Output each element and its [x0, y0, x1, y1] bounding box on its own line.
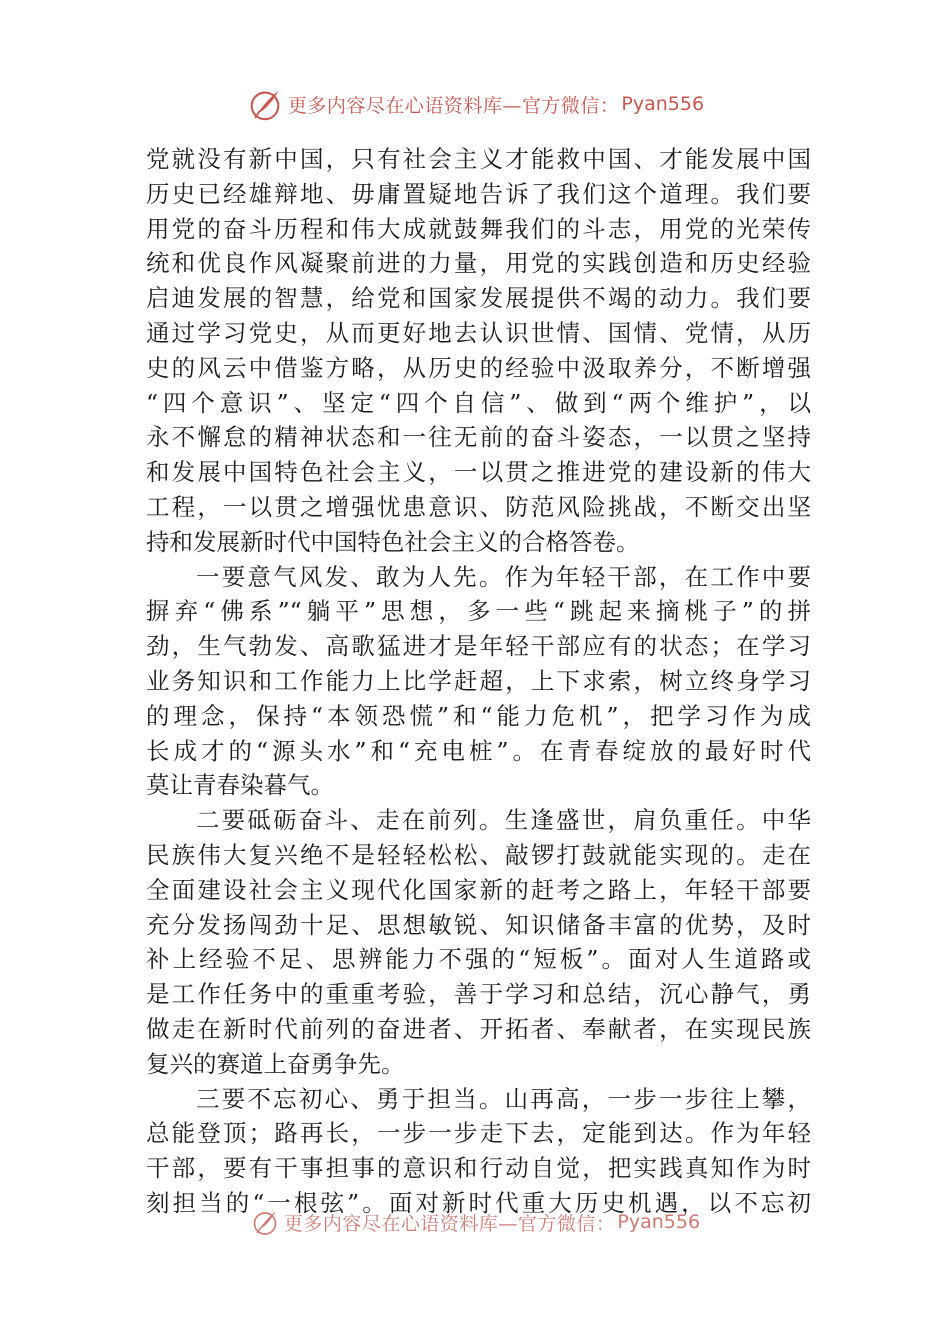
- text-line: 全面建设社会主义现代化国家新的赶考之路上，年轻干部要: [146, 875, 811, 904]
- header-watermark-banner: [0, 84, 950, 124]
- text-line: 补上经验不足、思辨能力不强的“短板”。面对人生道路或: [146, 945, 811, 974]
- footer-watermark-banner: [0, 1204, 950, 1240]
- text-line: 持和发展新时代中国特色社会主义的合格答卷。: [146, 527, 640, 556]
- text-line: 的理念，保持“本领恐慌”和“能力危机”，把学习作为成: [146, 701, 811, 730]
- text-line: 干部，要有干事担事的意识和行动自觉，把实践真知作为时: [146, 1154, 811, 1183]
- text-line: 做走在新时代前列的奋进者、开拓者、奉献者，在实现民族: [146, 1014, 811, 1043]
- text-line: 统和优良作风凝聚前进的力量，用党的实践创造和历史经验: [146, 249, 811, 278]
- text-line: 永不懈怠的精神状态和一往无前的奋斗姿态，一以贯之坚持: [146, 423, 811, 452]
- text-line: 工程，一以贯之增强忧患意识、防范风险挑战，不断交出坚: [146, 492, 811, 521]
- text-line: 业务知识和工作能力上比学赶超，上下求索，树立终身学习: [146, 666, 811, 695]
- quill-pen-logo-icon: [250, 1207, 280, 1237]
- text-line: “四个意识”、坚定“四个自信”、做到“两个维护”，以: [146, 388, 811, 417]
- footer-banner-text: 更多内容尽在心语资料库—官方微信：: [283, 1212, 616, 1235]
- text-line: 三要不忘初心、勇于担当。山再高，一步一步往上攀，: [196, 1084, 811, 1113]
- text-line: 党就没有新中国，只有社会主义才能救中国、才能发展中国: [146, 145, 811, 173]
- text-line: 复兴的赛道上奋勇争先。: [146, 1049, 405, 1078]
- text-line: 启迪发展的智慧，给党和国家发展提供不竭的动力。我们要: [146, 284, 811, 313]
- header-banner-text: 更多内容尽在心语资料库—官方微信：: [287, 94, 620, 117]
- text-line: 刻担当的“一根弦”。面对新时代重大历史机遇，以不忘初: [146, 1188, 811, 1217]
- text-line: 二要砥砺奋斗、走在前列。生逢盛世，肩负重任。中华: [196, 806, 811, 835]
- text-line: 民族伟大复兴绝不是轻轻松松、敲锣打鼓就能实现的。走在: [146, 840, 811, 869]
- text-line: 史的风云中借鉴方略，从历史的经验中汲取养分，不断增强: [146, 353, 811, 382]
- text-line: 和发展中国特色社会主义，一以贯之推进党的建设新的伟大: [146, 458, 811, 487]
- text-line: 充分发扬闯劲十足、思想敏锐、知识储备丰富的优势，及时: [146, 910, 811, 939]
- text-line: 历史已经雄辩地、毋庸置疑地告诉了我们这个道理。我们要: [146, 179, 811, 208]
- text-line: 劲，生气勃发、高歌猛进才是年轻干部应有的状态；在学习: [146, 632, 811, 661]
- text-line: 摒弃“佛系”“躺平”思想，多一些“跳起来摘桃子”的拼: [146, 597, 811, 626]
- text-line: 一要意气风发、敢为人先。作为年轻干部，在工作中要: [196, 562, 811, 591]
- footer-wechat-id: Pyan556: [617, 1211, 701, 1233]
- text-line: 用党的奋斗历程和伟大成就鼓舞我们的斗志，用党的光荣传: [146, 214, 811, 243]
- quill-pen-logo-icon: [246, 85, 284, 123]
- text-line: 长成才的“源头水”和“充电桩”。在青春绽放的最好时代: [146, 736, 811, 765]
- text-line: 通过学习党史，从而更好地去认识世情、国情、党情，从历: [146, 318, 811, 347]
- text-line: 是工作任务中的重重考验，善于学习和总结，沉心静气，勇: [146, 980, 811, 1009]
- text-line: 莫让青春染暮气。: [146, 771, 334, 800]
- text-line: 总能登顶；路再长，一步一步走下去，定能到达。作为年轻: [146, 1119, 811, 1148]
- document-body: [146, 142, 811, 1221]
- header-wechat-id: Pyan556: [621, 93, 705, 115]
